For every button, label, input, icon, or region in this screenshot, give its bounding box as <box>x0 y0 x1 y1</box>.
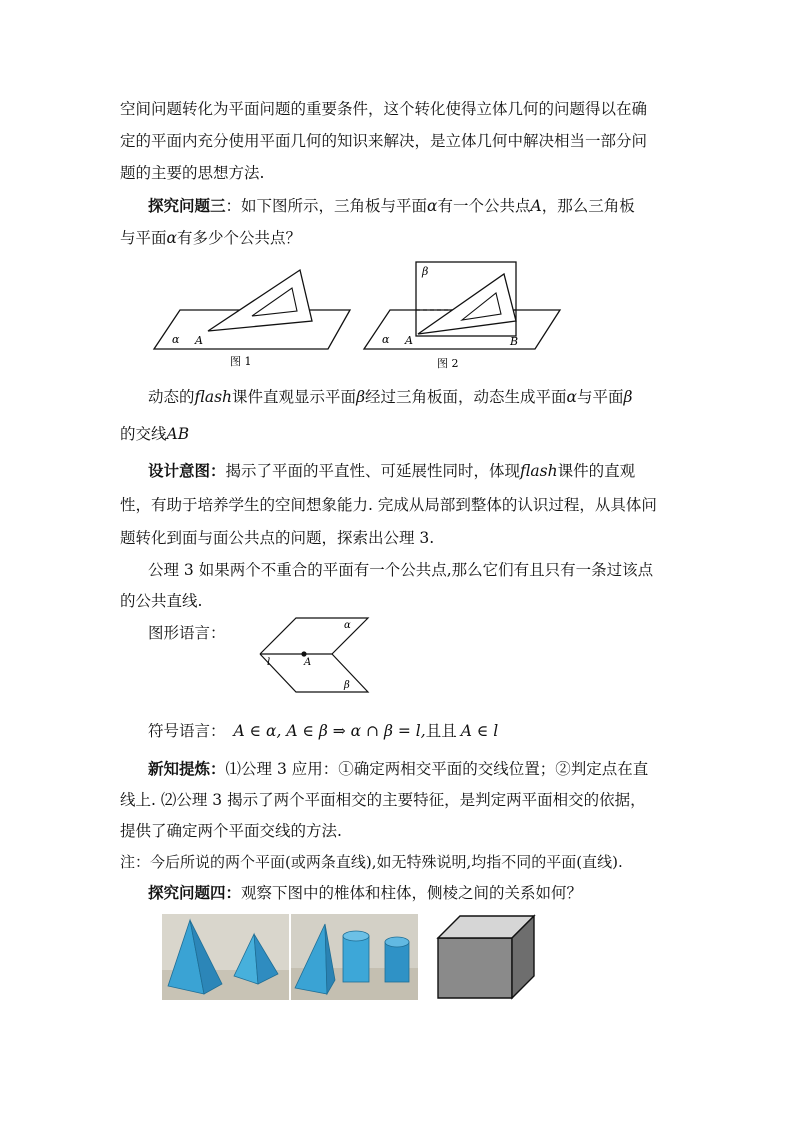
text: 课件直观显示平面 <box>232 388 357 406</box>
beta-symbol: β <box>356 388 366 406</box>
alpha-label: α <box>344 620 351 631</box>
graphic-language-label: 图形语言： <box>148 624 226 642</box>
text: 与平面 <box>577 388 624 406</box>
prism-middle <box>343 936 369 982</box>
point-a-label: A <box>304 657 312 668</box>
design-intent <box>148 460 635 482</box>
prism-right-top <box>385 937 409 947</box>
question-text: ，那么三角板 <box>541 197 635 215</box>
set-square-fig1 <box>208 270 312 331</box>
set-square-fig2 <box>418 274 516 334</box>
plane-beta <box>260 654 368 692</box>
question-text: 有一个公共点 <box>437 197 531 215</box>
question-four <box>148 882 582 904</box>
design-label: 设计意图： <box>148 461 226 480</box>
line-ab-symbol: AB <box>166 425 190 443</box>
alpha-symbol: α <box>166 229 177 247</box>
fig2-caption: 图 2 <box>437 357 459 370</box>
fig2-a-label: A <box>405 334 413 347</box>
point-a-dot <box>301 651 306 656</box>
refine-line3: 提供了确定两个平面交线的方法. <box>120 822 342 840</box>
flash-word: flash <box>520 462 558 480</box>
text: 经过三角板面，动态生成平面 <box>365 388 567 406</box>
symbol-language-label: 符号语言： <box>148 722 226 740</box>
point-a-symbol: A <box>530 197 542 215</box>
fig2-alpha-label: α <box>382 333 390 346</box>
question-three-line2 <box>120 227 301 249</box>
fig2-beta-label: β <box>422 265 429 278</box>
question-text: 观察下图中的椎体和柱体，侧棱之间的关系如何？ <box>241 884 583 902</box>
question-three <box>148 195 635 217</box>
refine-label: 新知提炼： <box>148 759 226 778</box>
symbol-formula2: A ∈ l <box>460 722 499 740</box>
paragraph-line: 定的平面内充分使用平面几何的知识来解决，是立体几何中解决相当一部分问 <box>120 132 648 150</box>
text: 揭示了平面的平直性、可延展性同时，体现 <box>225 462 521 480</box>
beta-label: β <box>344 680 350 691</box>
flash-description-line2 <box>120 423 189 445</box>
note: 注：今后所说的两个平面(或两条直线),如无特殊说明,均指不同的平面(直线). <box>120 853 623 871</box>
refine-line2: 线上. ⑵公理 3 揭示了两个平面相交的主要特征，是判定两平面相交的依据， <box>120 791 646 809</box>
axiom-three: 公理 3 如果两个不重合的平面有一个公共点,那么它们有且只有一条过该点 <box>148 561 654 579</box>
question-text: ：如下图所示，三角板与平面 <box>225 197 428 215</box>
flash-description <box>148 386 633 408</box>
prisms-photo <box>291 914 418 1000</box>
fig1-caption: 图 1 <box>230 355 252 368</box>
paragraph-line: 题的主要的思想方法. <box>120 164 265 182</box>
pyramids-photo <box>162 914 289 1000</box>
cube-drawing <box>436 914 536 1000</box>
text: ⑴公理 3 应用：①确定两相交平面的交线位置；②判定点在直 <box>225 760 649 778</box>
fig2-b-label: B <box>510 335 519 348</box>
line-l-label: l <box>267 657 271 668</box>
axiom-three-line2: 的公共直线. <box>120 592 203 610</box>
text: 课件的直观 <box>557 462 636 480</box>
prism-right <box>385 942 409 982</box>
cube-front <box>438 938 512 998</box>
alpha-symbol: α <box>427 197 438 215</box>
prism-middle-top <box>343 931 369 941</box>
text: 动态的 <box>148 388 195 406</box>
symbol-formula: A ∈ α, A ∈ β ⇒ α ∩ β = l, <box>233 722 426 740</box>
symbol-language <box>148 720 498 742</box>
plane-alpha <box>260 618 368 654</box>
question-text: 有多少个公共点？ <box>176 229 301 247</box>
triangle-plane-figures <box>150 258 570 376</box>
alpha-symbol: α <box>566 388 578 406</box>
refine-line1 <box>148 758 648 780</box>
beta-symbol: β <box>623 388 633 406</box>
fig1-alpha-label: α <box>172 333 180 346</box>
question-label: 探究问题三 <box>148 196 226 215</box>
fig1-a-label: A <box>195 334 203 347</box>
paragraph-line: 空间问题转化为平面问题的重要条件，这个转化使得立体几何的问题得以在确 <box>120 100 648 118</box>
question-text: 与平面 <box>120 229 167 247</box>
flash-word: flash <box>194 388 233 406</box>
symbol-tail: 且且 <box>425 722 457 740</box>
design-intent-line3: 题转化到面与面公共点的问题，探索出公理 3. <box>120 529 435 547</box>
design-intent-line2: 性，有助于培养学生的空间想象能力. 完成从局部到整体的认识过程，从具体问 <box>120 496 657 514</box>
text: 的交线 <box>120 425 167 443</box>
intersecting-planes-figure <box>252 614 377 696</box>
question-label: 探究问题四： <box>148 883 242 902</box>
